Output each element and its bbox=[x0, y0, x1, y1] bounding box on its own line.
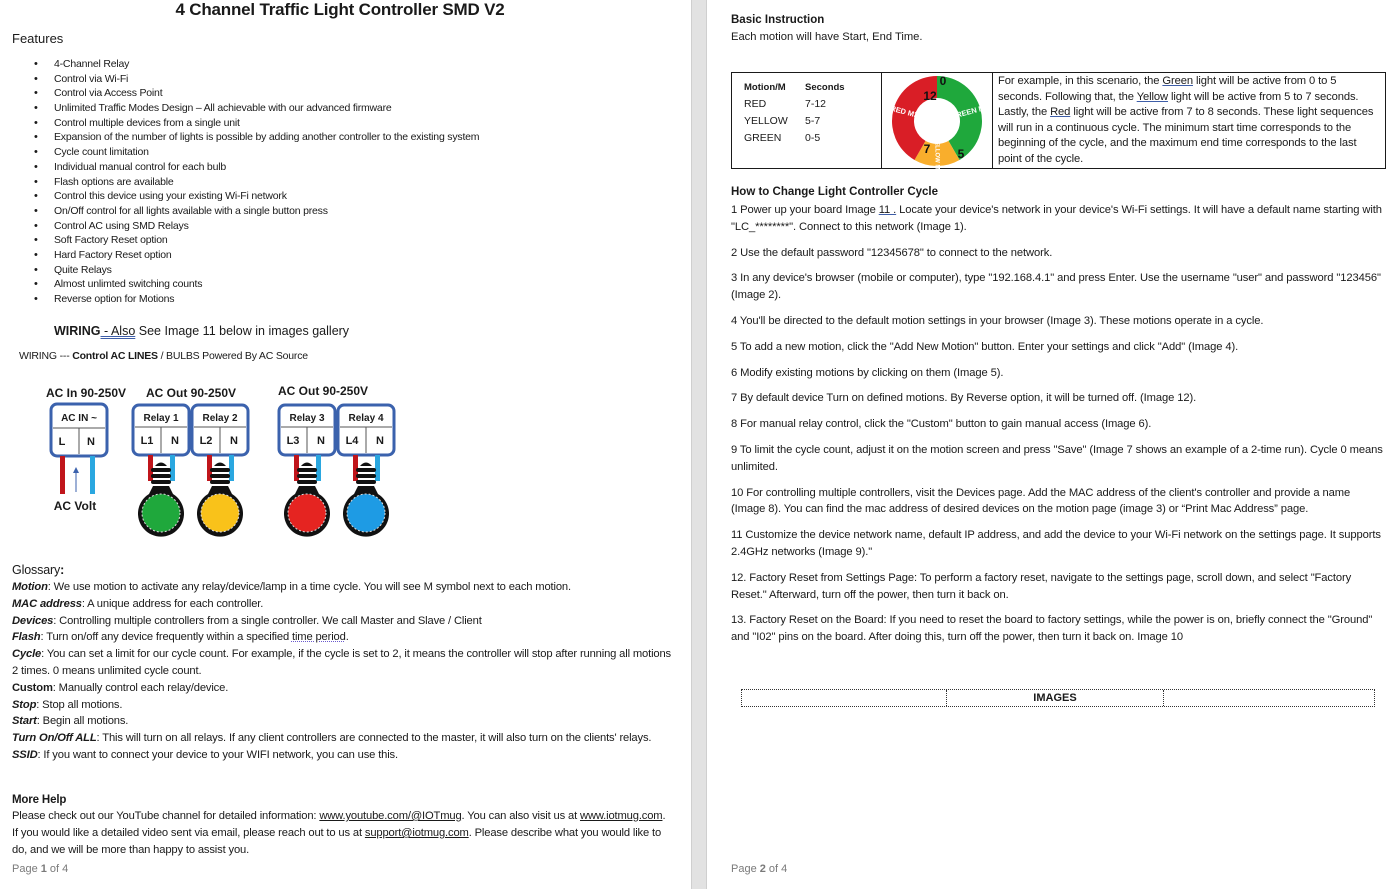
glossary-definition: : Stop all motions. bbox=[36, 698, 123, 711]
glossary-definition-end: . bbox=[345, 631, 349, 644]
motion-name: YELLOW bbox=[744, 115, 788, 127]
glossary-definition: : Controlling multiple controllers from a single controller. We call Master and Slave / Client bbox=[53, 614, 482, 627]
feature-item: • Control via Access Point bbox=[34, 86, 479, 101]
glossary-definition: : We use motion to activate any relay/device/lamp in a time cycle. You will see M symbol next to each motion. bbox=[47, 581, 571, 593]
motion-table bbox=[731, 72, 1386, 169]
wiring-separator: - bbox=[100, 324, 111, 338]
desc-text: light will be active from 7 to 8 seconds. These light sequences will run in a continuous cycle. The minimum start time corresponds to the beginning of the cycle, and the maximum end time corresponds to the last point of the cycle. bbox=[998, 106, 1374, 165]
step-item bbox=[731, 202, 1386, 236]
glossary-definition: : This will turn on all relays. If any client controllers are connected to the master, it will also turn on the clients' relays. bbox=[96, 732, 652, 745]
motion-row bbox=[744, 130, 881, 147]
feature-item: • Unlimited Traffic Modes Design – All achievable with our advanced firmware bbox=[34, 101, 479, 116]
feature-item: • On/Off control for all lights available with a single button press bbox=[34, 204, 479, 219]
glossary-term: Flash bbox=[12, 631, 41, 644]
more-help-text-3: . If you would like a detailed video sent via email, please reach out to us at bbox=[12, 810, 666, 839]
images-cell bbox=[1164, 690, 1374, 706]
ac-out-title-2: AC Out 90-250V bbox=[278, 384, 369, 398]
cycle-ring-cell bbox=[882, 73, 993, 168]
neutral-wire bbox=[316, 455, 321, 481]
glossary-term: Turn On/Off ALL bbox=[12, 732, 97, 745]
ac-in-terminal-n: N bbox=[87, 436, 95, 448]
image-11-link[interactable]: 11 . bbox=[878, 204, 897, 216]
ac-out-title-1: AC Out 90-250V bbox=[146, 386, 237, 400]
step-item: 13. Factory Reset on the Board: If you need to reset the board to factory settings, while the power is on, briefly connect the "Ground" and "I02" pins on the board. After doing this, turn off the power, then turn it back on. Image 10 bbox=[731, 614, 1373, 644]
spellcheck-underline: time period bbox=[291, 631, 346, 644]
step-item: 7 By default device Turn on defined motions. By Reverse option, it will be turned off. (Image 12). bbox=[731, 392, 1197, 405]
motion-name: RED bbox=[744, 98, 767, 110]
bulb-icon bbox=[343, 463, 389, 537]
motion-seconds: 0-5 bbox=[805, 132, 821, 144]
feature-item: • Control multiple devices from a single unit bbox=[34, 116, 479, 131]
relay-blocks bbox=[133, 405, 394, 537]
glossary-term: Cycle bbox=[12, 648, 42, 661]
wiring-rest: See Image 11 below in images gallery bbox=[135, 324, 350, 338]
support-email-link[interactable]: support@iotmug.com bbox=[364, 827, 469, 839]
relay-terminal-neutral: N bbox=[376, 435, 384, 447]
neutral-wire bbox=[170, 455, 175, 481]
features-list bbox=[34, 57, 479, 307]
feature-item: • Almost unlimted switching counts bbox=[34, 277, 479, 292]
glossary-definition: : A unique address for each controller. bbox=[81, 597, 264, 610]
ring-segment-label: RED M3 bbox=[889, 103, 920, 120]
ac-in-title: AC In 90-250V bbox=[46, 386, 127, 400]
glossary-term: Devices bbox=[12, 614, 54, 627]
images-cell bbox=[742, 690, 947, 706]
ac-in-line-wire bbox=[60, 456, 65, 494]
page-number-1 bbox=[12, 863, 68, 875]
step-item: 4 You'll be directed to the default motion settings in your browser (Image 3). These motions operate in a cycle. bbox=[731, 314, 1264, 327]
wiring-sub-prefix: WIRING --- bbox=[19, 350, 73, 362]
step-item: 9 To limit the cycle count, adjust it on the motion screen and press "Save" (Image 7 shows an example of a 2-time run). Cycle 0 means unlimited. bbox=[731, 443, 1383, 473]
step-item: 11 Customize the device network name, default IP address, and add the device to your Wi-Fi network on the settings page. It supports 2.4GHz networks (Image 9)." bbox=[731, 529, 1381, 558]
feature-item: • Expansion of the number of lights is possible by adding another controller to the existing system bbox=[34, 130, 479, 145]
ac-in-neutral-wire bbox=[90, 456, 95, 494]
relay-label: Relay 1 bbox=[143, 413, 179, 424]
glossary-definition: : If you want to connect your device to your WIFI network, you can use this. bbox=[37, 748, 398, 761]
step-text: Locate your device's network in your device's Wi-Fi settings. It will have a default name starting with "LC_********". Connect to this network (Image 1). bbox=[731, 204, 1382, 233]
glossary-term: Custom bbox=[12, 681, 53, 694]
relay-terminal-line: L4 bbox=[345, 435, 359, 447]
desc-yellow: Yellow bbox=[1136, 90, 1169, 103]
ac-in-block bbox=[51, 404, 107, 513]
wiring-diagram bbox=[30, 380, 410, 555]
page-label: Page bbox=[731, 863, 760, 875]
desc-red: Red bbox=[1050, 106, 1071, 119]
glossary-entry bbox=[12, 747, 672, 764]
step-item: 3 In any device's browser (mobile or computer), type "192.168.4.1" and press Enter. Use the username "user" and password "123456" (Image 2). bbox=[731, 272, 1381, 302]
step-item: 12. Factory Reset from Settings Page: To perform a factory reset, navigate to the settings page, scroll down, and select "Factory Reset." Afterward, turn off the power, then turn it back on. bbox=[731, 571, 1352, 601]
motion-row bbox=[744, 96, 881, 113]
relay-block-1 bbox=[133, 405, 189, 537]
glossary-entry bbox=[12, 596, 672, 613]
motion-header: Motion/M bbox=[744, 82, 786, 93]
glossary-term: SSID bbox=[12, 748, 38, 761]
document-title: 4 Channel Traffic Light Controller SMD V2 bbox=[175, 0, 505, 19]
motion-name: GREEN bbox=[744, 132, 782, 144]
feature-item: • Reverse option for Motions bbox=[34, 292, 479, 307]
relay-block-4 bbox=[338, 405, 394, 537]
wiring-sub-rest: / BULBS Powered By AC Source bbox=[157, 350, 308, 362]
feature-item: • Individual manual control for each bulb bbox=[34, 160, 479, 175]
relay-terminal-neutral: N bbox=[317, 435, 325, 447]
glossary-entry bbox=[12, 697, 672, 714]
glossary-definition: : You can set a limit for our cycle count. For example, if the cycle is set to 2, it means the controller will stop after running all motions 2 times. 0 means unlimited cycle count. bbox=[12, 648, 671, 677]
ring-marker: 0 bbox=[939, 74, 947, 88]
page-number-2 bbox=[731, 863, 787, 875]
ring-segment-label: GREEN M1 bbox=[949, 102, 990, 122]
glossary-entry bbox=[12, 579, 672, 596]
website-link[interactable]: www.iotmug.com bbox=[580, 810, 663, 822]
ac-in-label: AC IN ~ bbox=[61, 413, 97, 424]
ring-marker: 5 bbox=[957, 147, 965, 161]
feature-item: • Control via Wi-Fi bbox=[34, 72, 479, 87]
glossary-heading-text: Glossary bbox=[12, 563, 61, 577]
more-help-text-2: . You can also visit us at bbox=[461, 810, 581, 822]
step-text: 1 Power up your board Image bbox=[731, 204, 879, 216]
relay-label: Relay 2 bbox=[202, 413, 238, 424]
page-total: of 4 bbox=[765, 863, 788, 875]
bulb-icon bbox=[138, 463, 184, 537]
glossary-definition: : Manually control each relay/device. bbox=[52, 681, 229, 694]
glossary-heading bbox=[12, 563, 672, 577]
motion-seconds: 5-7 bbox=[805, 115, 821, 127]
wiring-subheading bbox=[19, 350, 308, 362]
step-item: 6 Modify existing motions by clicking on them (Image 5). bbox=[731, 366, 1004, 379]
feature-item: • Control AC using SMD Relays bbox=[34, 219, 479, 234]
page-gutter bbox=[691, 0, 707, 889]
glossary-entry bbox=[12, 613, 672, 630]
feature-item: • 4-Channel Relay bbox=[34, 57, 479, 72]
glossary-entry bbox=[12, 730, 672, 747]
bulb-icon bbox=[197, 463, 243, 537]
steps-list bbox=[731, 202, 1386, 655]
motion-seconds: 7-12 bbox=[805, 98, 827, 110]
glossary-entry bbox=[12, 680, 672, 697]
motion-list-cell bbox=[732, 73, 882, 168]
images-table bbox=[741, 689, 1375, 707]
youtube-link[interactable]: www.youtube.com/@IOTmug bbox=[319, 810, 462, 822]
page-1 bbox=[0, 0, 691, 889]
glossary-definition: : Turn on/off any device frequently within a specified bbox=[40, 631, 292, 644]
page-current: 2 bbox=[759, 863, 766, 875]
wiring-heading bbox=[54, 324, 349, 338]
wiring-also-link[interactable]: Also bbox=[110, 324, 136, 338]
seconds-header: Seconds bbox=[805, 82, 845, 93]
step-item: 8 For manual relay control, click the "Custom" button to gain manual access (Image 6). bbox=[731, 418, 1152, 431]
ring-marker: 7 bbox=[923, 142, 931, 156]
basic-instruction-text: Each motion will have Start, End Time. bbox=[731, 31, 923, 43]
glossary-term: Start bbox=[12, 715, 37, 728]
ring-marker: 12 bbox=[923, 89, 937, 103]
ac-volt-label: AC Volt bbox=[53, 499, 97, 513]
wiring-sub-bold: Control AC LINES bbox=[72, 350, 158, 362]
more-help-text-4: . Please describe what you would like to do, and we will be more than happy to assist you. bbox=[12, 827, 662, 856]
page-total: of 4 bbox=[46, 863, 69, 875]
step-item: 2 Use the default password "12345678" to connect to the network. bbox=[731, 246, 1053, 259]
page-label: Page bbox=[12, 863, 41, 875]
ring-segment-label: YELLOW M2 bbox=[933, 137, 940, 169]
feature-item: • Control this device using your existing Wi-Fi network bbox=[34, 189, 479, 204]
neutral-wire bbox=[375, 455, 380, 481]
images-heading: IMAGES bbox=[947, 690, 1164, 706]
relay-label: Relay 3 bbox=[289, 413, 325, 424]
relay-terminal-line: L2 bbox=[199, 435, 213, 447]
relay-terminal-neutral: N bbox=[230, 435, 238, 447]
page-current: 1 bbox=[40, 863, 47, 875]
relay-block-2 bbox=[192, 405, 248, 537]
feature-item: • Quite Relays bbox=[34, 263, 479, 278]
step-item: 5 To add a new motion, click the "Add New Motion" button. Enter your settings and click "Add" (Image 4). bbox=[731, 340, 1239, 353]
feature-item: • Soft Factory Reset option bbox=[34, 233, 479, 248]
glossary bbox=[12, 563, 672, 764]
relay-terminal-neutral: N bbox=[171, 435, 179, 447]
feature-item: • Flash options are available bbox=[34, 175, 479, 190]
ac-in-terminal-l: L bbox=[58, 436, 66, 448]
motion-description bbox=[993, 73, 1385, 168]
wiring-label: WIRING bbox=[54, 324, 101, 338]
glossary-term: Motion bbox=[12, 581, 48, 593]
features-heading: Features bbox=[12, 31, 64, 46]
more-help-section bbox=[12, 792, 672, 859]
glossary-entry bbox=[12, 713, 672, 730]
more-help-heading: More Help bbox=[12, 794, 67, 806]
glossary-heading-colon: : bbox=[60, 563, 65, 577]
desc-green: Green bbox=[1162, 75, 1193, 87]
page-2 bbox=[707, 0, 1398, 889]
relay-block-3 bbox=[279, 405, 335, 537]
feature-item: • Hard Factory Reset option bbox=[34, 248, 479, 263]
motion-row bbox=[744, 113, 881, 130]
step-item: 10 For controlling multiple controllers, visit the Devices page. Add the MAC address of the client's controller and provide a name (Image 8). You can find the mac address of desired devices on the motion page (image 3) or “Print Mac Address” page. bbox=[731, 486, 1351, 516]
glossary-term: MAC address bbox=[12, 597, 82, 610]
basic-instruction-heading: Basic Instruction bbox=[731, 14, 825, 26]
glossary-entry bbox=[12, 646, 672, 680]
desc-text: For example, in this scenario, the bbox=[998, 75, 1163, 87]
howto-heading: How to Change Light Controller Cycle bbox=[731, 186, 939, 198]
relay-terminal-line: L1 bbox=[140, 435, 154, 447]
desc-text: light will be active from 0 to 5 seconds. Following that, the bbox=[998, 75, 1337, 103]
glossary-definition: : Begin all motions. bbox=[36, 715, 129, 728]
relay-label: Relay 4 bbox=[348, 413, 384, 424]
bulb-icon bbox=[284, 463, 330, 537]
more-help-text-1: Please check out our YouTube channel for detailed information: bbox=[12, 810, 320, 822]
feature-item: • Cycle count limitation bbox=[34, 145, 479, 160]
more-help-text bbox=[12, 808, 672, 859]
desc-text: light will be active from 5 to 7 seconds. Lastly, the bbox=[998, 90, 1359, 119]
cycle-ring-chart bbox=[882, 73, 992, 169]
relay-terminal-line: L3 bbox=[286, 435, 300, 447]
motion-header-row bbox=[744, 79, 881, 96]
arrow-up-icon bbox=[73, 467, 79, 473]
neutral-wire bbox=[229, 455, 234, 481]
glossary-entry bbox=[12, 629, 672, 646]
glossary-term: Stop bbox=[12, 698, 37, 711]
